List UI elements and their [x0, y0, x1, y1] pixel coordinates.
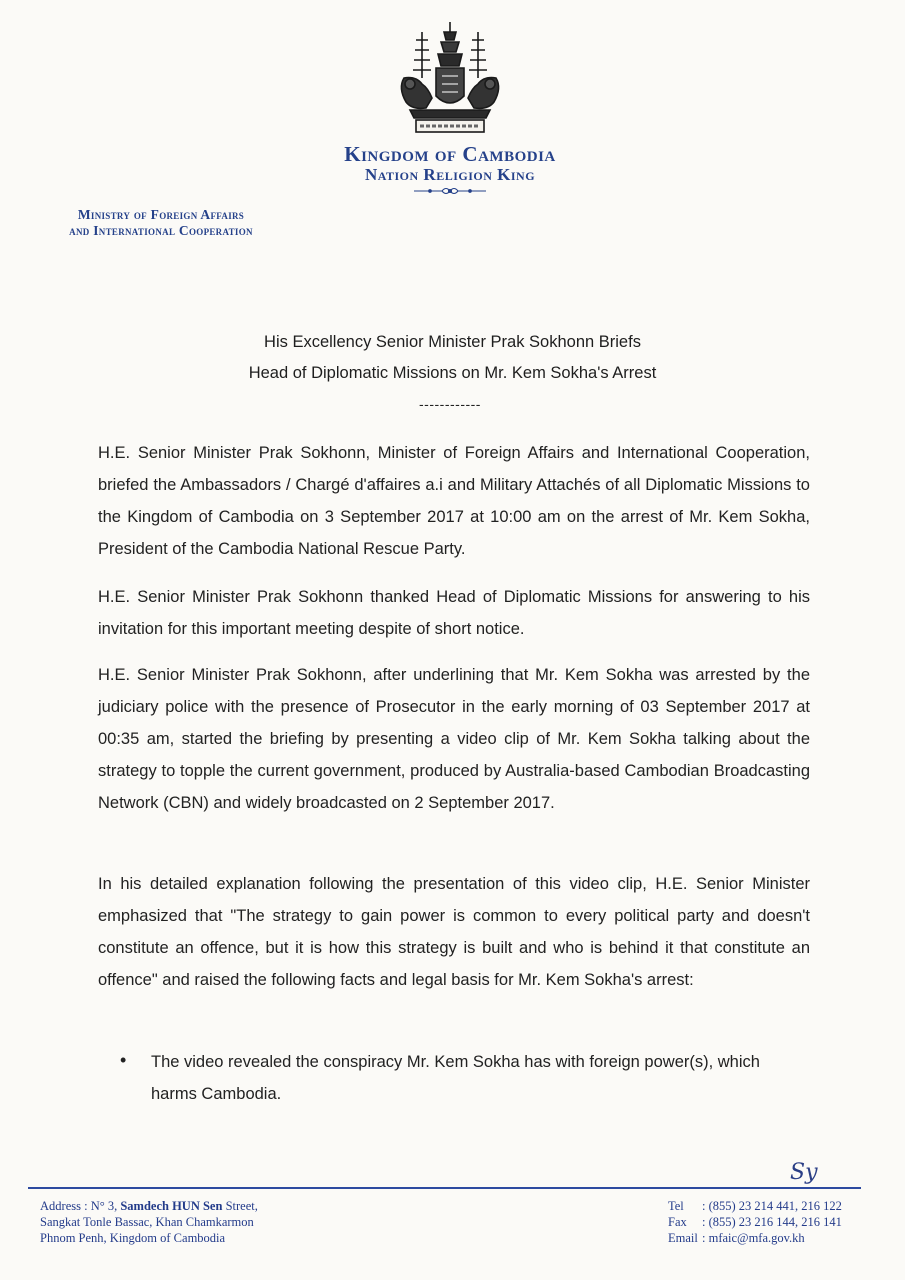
ministry-name-cont: and International Cooperation [69, 223, 253, 238]
ministry-name: Ministry of Foreign Affairs [77, 207, 245, 222]
flourish-ornament-icon [412, 186, 488, 196]
email-line: Email : mfaic@mfa.gov.kh [668, 1231, 805, 1245]
paragraph: In his detailed explanation following the presentation of this video clip, H.E. Senior Minister emphasized that "The strategy to gain power is common to every political party and doesn't constitute an offence, but it is how this strategy is built and who is behind it that constitute an offence" and raised the following facts and legal basis for Mr. Kem Sokha's arrest: [98, 875, 810, 989]
royal-arms-of-cambodia-icon [388, 18, 512, 136]
address-line-1: Address : N° 3, Samdech HUN Sen Street, [40, 1199, 258, 1213]
title-separator: ------------ [419, 396, 481, 412]
document-subtitle: Head of Diplomatic Missions on Mr. Kem Sokha's Arrest [248, 364, 657, 382]
motto: Nation Religion King [364, 165, 536, 184]
bullet-text: The video revealed the conspiracy Mr. Kem Sokha has with foreign power(s), which harms Cambodia. [151, 1053, 760, 1103]
document-title: His Excellency Senior Minister Prak Sokhonn Briefs [264, 333, 641, 351]
address-line-3: Phnom Penh, Kingdom of Cambodia [40, 1231, 226, 1245]
paragraph: H.E. Senior Minister Prak Sokhonn, Minister of Foreign Affairs and International Cooperation, briefed the Ambassadors / Chargé d'affaires a.i and Military Attachés of all Diplomatic Missions to the Kingdom of Cambodia on 3 September 2017 at 10:00 am on the arrest of Mr. Kem Sokha, President of the Cambodia National Rescue Party. [98, 444, 810, 558]
fax-line: Fax : (855) 23 216 144, 216 141 [668, 1215, 842, 1229]
paragraph: H.E. Senior Minister Prak Sokhonn thanked Head of Diplomatic Missions for answering to his invitation for this important meeting despite of short notice. [98, 588, 810, 638]
footer-contacts [668, 1198, 868, 1246]
kingdom-title: Kingdom of Cambodia [344, 142, 556, 166]
email-link[interactable]: : mfaic@mfa.gov.kh [702, 1231, 805, 1245]
bullet-icon: • [120, 1050, 127, 1070]
paragraph: H.E. Senior Minister Prak Sokhonn, after underlining that Mr. Kem Sokha was arrested by the judiciary police with the presence of Prosecutor in the early morning of 03 September 2017 at 00:35 am, started the briefing by presenting a video clip of Mr. Kem Sokha talking about the strategy to topple the current government, produced by Australia-based Cambodian Broadcasting Network (CBN) and widely broadcasted on 2 September 2017. [98, 666, 810, 812]
handwritten-initials: Sy [790, 1160, 818, 1185]
footer-divider [28, 1187, 861, 1189]
address-line-2: Sangkat Tonle Bassac, Khan Chamkarmon [40, 1215, 254, 1229]
tel-line: Tel : (855) 23 214 441, 216 122 [668, 1199, 842, 1213]
footer-address [40, 1198, 370, 1246]
